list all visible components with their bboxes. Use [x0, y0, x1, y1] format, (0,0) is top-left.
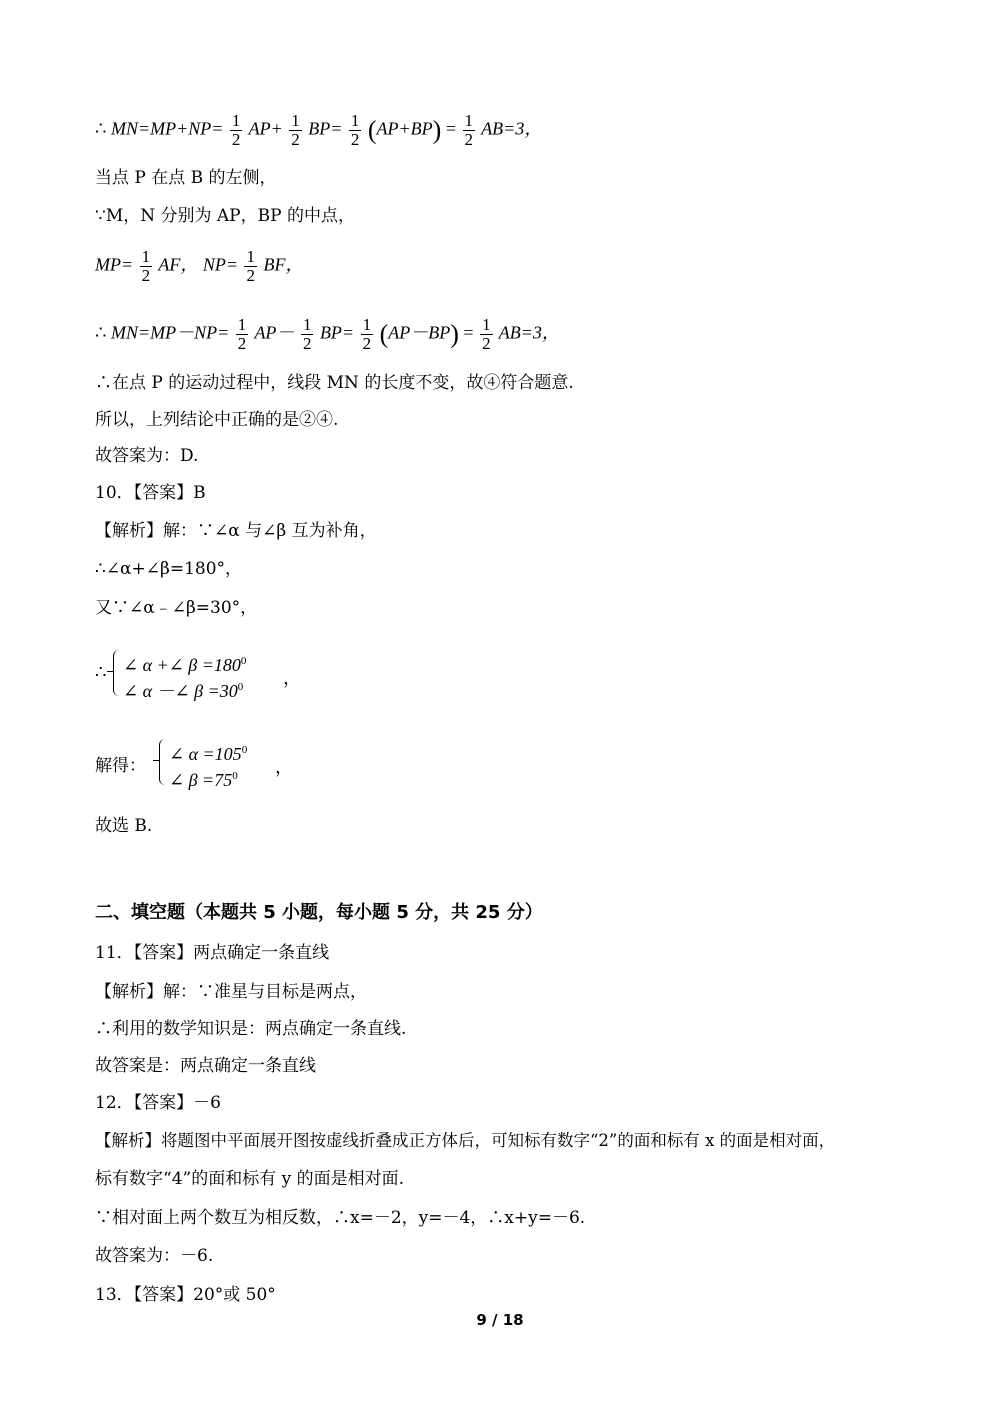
equation-text: AP+ — [248, 118, 283, 139]
equation-mn-sum: ∴ MN=MP+NP= $\frac{1}{2}$ AP+ $\frac{1}{2}$ BP= $\frac{1}{2}$ (AP+BP) = $\frac{1}{2}$ AB=3， — [95, 111, 543, 149]
therefore-symbol: ∴ — [95, 118, 107, 139]
answer-line-13: 13．【答案】20°或 50° — [95, 1285, 276, 1305]
fraction-half: $\frac{1}{2}$ — [237, 315, 247, 353]
page-number: 9 / 18 — [476, 1311, 524, 1329]
answer-line-12: 12．【答案】－6 — [95, 1093, 221, 1113]
equation-system-2: 解得： ∠ $\alpha =105^0$ ∠ $\beta =75^0$ ， — [95, 737, 315, 791]
section-heading: 二、填空题（本题共 5 小题，每小题 5 分，共 25 分） — [95, 902, 543, 923]
equation-text: BP= — [308, 118, 343, 139]
text-line: ∵相对面上两个数互为相反数，∴x=－2，y=－4，∴x+y=－6. — [95, 1208, 586, 1228]
text-line: 标有数字“4”的面和标有 y 的面是相对面. — [95, 1169, 405, 1189]
fraction-half: $\frac{1}{2}$ — [302, 315, 312, 353]
text-line: 【解析】解：∵准星与目标是两点， — [95, 982, 367, 1002]
fraction-half: $\frac{1}{2}$ — [231, 111, 241, 149]
fraction-half: $\frac{1}{2}$ — [141, 247, 151, 285]
equation-text: AP+BP — [376, 118, 433, 139]
text-line: 【解析】解：∵∠α 与∠β 互为补角， — [95, 521, 377, 541]
fraction-half: $\frac{1}{2}$ — [291, 111, 300, 149]
equation-mn-difference: ∴ MN=MP－NP= $\frac{1}{2}$ AP－ $\frac{1}{2}$ BP= $\frac{1}{2}$ (AP－BP) = $\frac{1}{2}$ AB=3， — [95, 315, 560, 353]
text-line: 故答案为：－6. — [95, 1246, 214, 1266]
text-line: 【解析】将题图中平面展开图按虚线折叠成正方体后，可知标有数字“2”的面和标有 x 的面是相对面， — [95, 1131, 836, 1150]
fraction-half: $\frac{1}{2}$ — [464, 111, 473, 149]
fraction-half: $\frac{1}{2}$ — [350, 111, 360, 149]
text-line: ∴在点 P 的运动过程中，线段 MN 的长度不变，故④符合题意. — [95, 373, 574, 393]
equation-midpoints: MP= $\frac{1}{2}$ AF， NP= $\frac{1}{2}$ BF， — [95, 247, 304, 285]
text-line: 故答案为：D. — [95, 446, 199, 466]
text-line: 当点 P 在点 B 的左侧， — [95, 168, 277, 188]
fraction-half: $\frac{1}{2}$ — [246, 247, 255, 285]
text-line: 所以，上列结论中正确的是②④. — [95, 410, 339, 430]
text-line: 故答案是：两点确定一条直线 — [95, 1056, 316, 1076]
fraction-half: $\frac{1}{2}$ — [362, 315, 372, 353]
answer-line-10: 10．【答案】B — [95, 483, 206, 503]
text-line: ∴∠α+∠β=180°， — [95, 559, 243, 579]
text-line: ∵M，N 分别为 AP，BP 的中点， — [95, 206, 355, 226]
answer-line-11: 11．【答案】两点确定一条直线 — [95, 943, 330, 963]
fraction-half: $\frac{1}{2}$ — [482, 315, 491, 353]
equation-text: AB=3， — [481, 118, 543, 139]
equation-system-1: ∴ ∠ α +∠ $\beta =180^0$ ∠ α －∠ $\beta =30^0$ ， — [95, 648, 315, 702]
text-line: 又∵∠α﹣∠β=30°， — [95, 598, 258, 618]
text-line: 故选 B. — [95, 816, 153, 836]
text-line: ∴利用的数学知识是：两点确定一条直线. — [95, 1019, 407, 1039]
equation-text: MN=MP+NP= — [110, 118, 224, 139]
